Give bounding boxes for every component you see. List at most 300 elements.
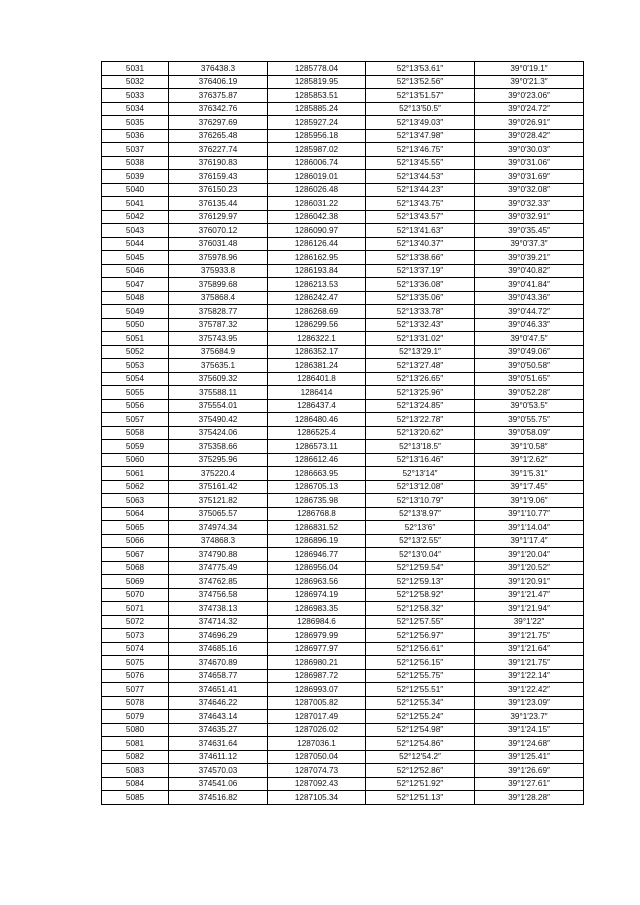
point-number-cell: 5031: [102, 62, 169, 76]
longitude-cell: 39°1′22.14″: [475, 669, 584, 683]
point-number-cell: 5069: [102, 575, 169, 589]
longitude-cell: 39°0′32.08″: [475, 183, 584, 197]
point-number-cell: 5037: [102, 143, 169, 157]
table-row: [102, 264, 584, 278]
latitude-cell: 52°12′55.34″: [366, 696, 475, 710]
y-coordinate-cell: 1285956.18: [268, 129, 366, 143]
latitude-cell: 52°12′58.92″: [366, 588, 475, 602]
table-row: [102, 575, 584, 589]
longitude-cell: 39°1′27.61″: [475, 777, 584, 791]
table-row: [102, 291, 584, 305]
y-coordinate-cell: 1286299.56: [268, 318, 366, 332]
x-coordinate-cell: 376129.97: [169, 210, 268, 224]
longitude-cell: 39°0′53.5″: [475, 399, 584, 413]
y-coordinate-cell: 1286525.4: [268, 426, 366, 440]
latitude-cell: 52°13′36.08″: [366, 278, 475, 292]
y-coordinate-cell: 1286977.97: [268, 642, 366, 656]
point-number-cell: 5036: [102, 129, 169, 143]
point-number-cell: 5042: [102, 210, 169, 224]
table-row: [102, 723, 584, 737]
y-coordinate-cell: 1286414: [268, 386, 366, 400]
latitude-cell: 52°13′31.02″: [366, 332, 475, 346]
latitude-cell: 52°13′43.57″: [366, 210, 475, 224]
table-row: [102, 602, 584, 616]
point-number-cell: 5035: [102, 116, 169, 130]
x-coordinate-cell: 374651.41: [169, 683, 268, 697]
y-coordinate-cell: 1287026.02: [268, 723, 366, 737]
table-row: [102, 102, 584, 116]
longitude-cell: 39°1′21.64″: [475, 642, 584, 656]
x-coordinate-cell: 376406.19: [169, 75, 268, 89]
x-coordinate-cell: 376297.69: [169, 116, 268, 130]
longitude-cell: 39°1′9.06″: [475, 494, 584, 508]
longitude-cell: 39°1′24.68″: [475, 737, 584, 751]
longitude-cell: 39°1′7.45″: [475, 480, 584, 494]
table-row: [102, 156, 584, 170]
table-row: [102, 615, 584, 629]
point-number-cell: 5043: [102, 224, 169, 238]
longitude-cell: 39°0′43.36″: [475, 291, 584, 305]
x-coordinate-cell: 374790.88: [169, 548, 268, 562]
table-row: [102, 480, 584, 494]
x-coordinate-cell: 375424.06: [169, 426, 268, 440]
x-coordinate-cell: 375490.42: [169, 413, 268, 427]
x-coordinate-cell: 374868.3: [169, 534, 268, 548]
point-number-cell: 5032: [102, 75, 169, 89]
point-number-cell: 5082: [102, 750, 169, 764]
table-row: [102, 440, 584, 454]
y-coordinate-cell: 1286352.17: [268, 345, 366, 359]
y-coordinate-cell: 1287036.1: [268, 737, 366, 751]
point-number-cell: 5078: [102, 696, 169, 710]
x-coordinate-cell: 375787.32: [169, 318, 268, 332]
point-number-cell: 5061: [102, 467, 169, 481]
longitude-cell: 39°0′55.75″: [475, 413, 584, 427]
y-coordinate-cell: 1286162.95: [268, 251, 366, 265]
x-coordinate-cell: 376150.23: [169, 183, 268, 197]
y-coordinate-cell: 1286980.21: [268, 656, 366, 670]
x-coordinate-cell: 374631.64: [169, 737, 268, 751]
y-coordinate-cell: 1285885.24: [268, 102, 366, 116]
longitude-cell: 39°0′58.09″: [475, 426, 584, 440]
longitude-cell: 39°0′21.3″: [475, 75, 584, 89]
x-coordinate-cell: 374541.06: [169, 777, 268, 791]
y-coordinate-cell: 1286213.53: [268, 278, 366, 292]
longitude-cell: 39°1′28.28″: [475, 791, 584, 805]
latitude-cell: 52°12′57.55″: [366, 615, 475, 629]
latitude-cell: 52°12′54.98″: [366, 723, 475, 737]
longitude-cell: 39°1′14.04″: [475, 521, 584, 535]
x-coordinate-cell: 375899.68: [169, 278, 268, 292]
x-coordinate-cell: 375588.11: [169, 386, 268, 400]
point-number-cell: 5044: [102, 237, 169, 251]
point-number-cell: 5079: [102, 710, 169, 724]
latitude-cell: 52°13′47.98″: [366, 129, 475, 143]
x-coordinate-cell: 376438.3: [169, 62, 268, 76]
latitude-cell: 52°13′43.75″: [366, 197, 475, 211]
y-coordinate-cell: 1286480.46: [268, 413, 366, 427]
point-number-cell: 5060: [102, 453, 169, 467]
table-row: [102, 197, 584, 211]
table-row: [102, 413, 584, 427]
table-row: [102, 710, 584, 724]
y-coordinate-cell: 1285927.24: [268, 116, 366, 130]
longitude-cell: 39°0′24.72″: [475, 102, 584, 116]
y-coordinate-cell: 1286242.47: [268, 291, 366, 305]
x-coordinate-cell: 375295.96: [169, 453, 268, 467]
table-row: [102, 453, 584, 467]
table-row: [102, 764, 584, 778]
y-coordinate-cell: 1286735.98: [268, 494, 366, 508]
table-row: [102, 89, 584, 103]
point-number-cell: 5085: [102, 791, 169, 805]
table-row: [102, 467, 584, 481]
y-coordinate-cell: 1286979.99: [268, 629, 366, 643]
y-coordinate-cell: 1286956.04: [268, 561, 366, 575]
latitude-cell: 52°13′35.06″: [366, 291, 475, 305]
longitude-cell: 39°1′17.4″: [475, 534, 584, 548]
point-number-cell: 5059: [102, 440, 169, 454]
y-coordinate-cell: 1286322.1: [268, 332, 366, 346]
y-coordinate-cell: 1286612.46: [268, 453, 366, 467]
x-coordinate-cell: 375121.82: [169, 494, 268, 508]
table-row: [102, 426, 584, 440]
longitude-cell: 39°1′10.77″: [475, 507, 584, 521]
latitude-cell: 52°13′27.48″: [366, 359, 475, 373]
coordinate-table-body: [102, 62, 584, 805]
latitude-cell: 52°13′16.46″: [366, 453, 475, 467]
x-coordinate-cell: 374738.13: [169, 602, 268, 616]
longitude-cell: 39°1′23.09″: [475, 696, 584, 710]
table-row: [102, 750, 584, 764]
point-number-cell: 5084: [102, 777, 169, 791]
x-coordinate-cell: 375933.8: [169, 264, 268, 278]
table-row: [102, 507, 584, 521]
y-coordinate-cell: 1286831.52: [268, 521, 366, 535]
longitude-cell: 39°1′0.58″: [475, 440, 584, 454]
point-number-cell: 5081: [102, 737, 169, 751]
x-coordinate-cell: 376227.74: [169, 143, 268, 157]
longitude-cell: 39°0′51.65″: [475, 372, 584, 386]
table-row: [102, 224, 584, 238]
longitude-cell: 39°0′30.03″: [475, 143, 584, 157]
latitude-cell: 52°12′51.92″: [366, 777, 475, 791]
x-coordinate-cell: 374570.03: [169, 764, 268, 778]
longitude-cell: 39°1′23.7″: [475, 710, 584, 724]
y-coordinate-cell: 1286663.95: [268, 467, 366, 481]
point-number-cell: 5048: [102, 291, 169, 305]
point-number-cell: 5063: [102, 494, 169, 508]
longitude-cell: 39°0′37.3″: [475, 237, 584, 251]
y-coordinate-cell: 1286993.07: [268, 683, 366, 697]
table-row: [102, 62, 584, 76]
y-coordinate-cell: 1287005.82: [268, 696, 366, 710]
longitude-cell: 39°0′31.06″: [475, 156, 584, 170]
x-coordinate-cell: 375868.4: [169, 291, 268, 305]
latitude-cell: 52°13′24.85″: [366, 399, 475, 413]
x-coordinate-cell: 376342.76: [169, 102, 268, 116]
x-coordinate-cell: 374635.27: [169, 723, 268, 737]
point-number-cell: 5039: [102, 170, 169, 184]
longitude-cell: 39°0′26.91″: [475, 116, 584, 130]
x-coordinate-cell: 374611.12: [169, 750, 268, 764]
point-number-cell: 5065: [102, 521, 169, 535]
y-coordinate-cell: 1285819.95: [268, 75, 366, 89]
latitude-cell: 52°12′55.75″: [366, 669, 475, 683]
longitude-cell: 39°0′35.45″: [475, 224, 584, 238]
latitude-cell: 52°13′53.61″: [366, 62, 475, 76]
longitude-cell: 39°1′20.52″: [475, 561, 584, 575]
longitude-cell: 39°0′49.06″: [475, 345, 584, 359]
point-number-cell: 5034: [102, 102, 169, 116]
x-coordinate-cell: 374756.58: [169, 588, 268, 602]
longitude-cell: 39°1′25.41″: [475, 750, 584, 764]
point-number-cell: 5075: [102, 656, 169, 670]
point-number-cell: 5070: [102, 588, 169, 602]
latitude-cell: 52°13′8.97″: [366, 507, 475, 521]
latitude-cell: 52°12′56.61″: [366, 642, 475, 656]
point-number-cell: 5071: [102, 602, 169, 616]
longitude-cell: 39°0′19.1″: [475, 62, 584, 76]
point-number-cell: 5047: [102, 278, 169, 292]
x-coordinate-cell: 375635.1: [169, 359, 268, 373]
point-number-cell: 5062: [102, 480, 169, 494]
x-coordinate-cell: 375220.4: [169, 467, 268, 481]
table-row: [102, 251, 584, 265]
latitude-cell: 52°13′52.56″: [366, 75, 475, 89]
table-row: [102, 588, 584, 602]
longitude-cell: 39°1′21.75″: [475, 656, 584, 670]
x-coordinate-cell: 376265.48: [169, 129, 268, 143]
x-coordinate-cell: 374643.14: [169, 710, 268, 724]
x-coordinate-cell: 374516.82: [169, 791, 268, 805]
longitude-cell: 39°0′32.91″: [475, 210, 584, 224]
x-coordinate-cell: 375828.77: [169, 305, 268, 319]
latitude-cell: 52°12′54.86″: [366, 737, 475, 751]
table-row: [102, 116, 584, 130]
y-coordinate-cell: 1286401.8: [268, 372, 366, 386]
latitude-cell: 52°12′56.97″: [366, 629, 475, 643]
latitude-cell: 52°12′59.13″: [366, 575, 475, 589]
latitude-cell: 52°13′2.55″: [366, 534, 475, 548]
x-coordinate-cell: 376070.12: [169, 224, 268, 238]
latitude-cell: 52°13′41.63″: [366, 224, 475, 238]
y-coordinate-cell: 1286193.84: [268, 264, 366, 278]
table-row: [102, 75, 584, 89]
longitude-cell: 39°1′21.94″: [475, 602, 584, 616]
latitude-cell: 52°13′0.04″: [366, 548, 475, 562]
table-row: [102, 642, 584, 656]
table-row: [102, 656, 584, 670]
x-coordinate-cell: 375554.01: [169, 399, 268, 413]
table-row: [102, 548, 584, 562]
table-row: [102, 791, 584, 805]
table-row: [102, 521, 584, 535]
table-row: [102, 143, 584, 157]
latitude-cell: 52°13′51.57″: [366, 89, 475, 103]
longitude-cell: 39°1′22.42″: [475, 683, 584, 697]
x-coordinate-cell: 374646.22: [169, 696, 268, 710]
longitude-cell: 39°1′26.69″: [475, 764, 584, 778]
longitude-cell: 39°0′40.82″: [475, 264, 584, 278]
longitude-cell: 39°1′2.62″: [475, 453, 584, 467]
y-coordinate-cell: 1286984.6: [268, 615, 366, 629]
latitude-cell: 52°13′44.23″: [366, 183, 475, 197]
longitude-cell: 39°0′46.33″: [475, 318, 584, 332]
point-number-cell: 5058: [102, 426, 169, 440]
latitude-cell: 52°13′12.08″: [366, 480, 475, 494]
y-coordinate-cell: 1286031.22: [268, 197, 366, 211]
y-coordinate-cell: 1285987.02: [268, 143, 366, 157]
table-row: [102, 318, 584, 332]
latitude-cell: 52°13′40.37″: [366, 237, 475, 251]
latitude-cell: 52°13′46.75″: [366, 143, 475, 157]
point-number-cell: 5049: [102, 305, 169, 319]
longitude-cell: 39°0′39.21″: [475, 251, 584, 265]
longitude-cell: 39°1′24.15″: [475, 723, 584, 737]
latitude-cell: 52°13′32.43″: [366, 318, 475, 332]
longitude-cell: 39°1′5.31″: [475, 467, 584, 481]
table-row: [102, 561, 584, 575]
latitude-cell: 52°13′22.78″: [366, 413, 475, 427]
x-coordinate-cell: 376031.48: [169, 237, 268, 251]
table-row: [102, 345, 584, 359]
y-coordinate-cell: 1286268.69: [268, 305, 366, 319]
point-number-cell: 5074: [102, 642, 169, 656]
point-number-cell: 5054: [102, 372, 169, 386]
latitude-cell: 52°13′50.5″: [366, 102, 475, 116]
y-coordinate-cell: 1286126.44: [268, 237, 366, 251]
y-coordinate-cell: 1286987.72: [268, 669, 366, 683]
latitude-cell: 52°12′55.24″: [366, 710, 475, 724]
latitude-cell: 52°13′18.5″: [366, 440, 475, 454]
y-coordinate-cell: 1286974.19: [268, 588, 366, 602]
longitude-cell: 39°0′28.42″: [475, 129, 584, 143]
latitude-cell: 52°13′20.62″: [366, 426, 475, 440]
point-number-cell: 5050: [102, 318, 169, 332]
latitude-cell: 52°13′6″: [366, 521, 475, 535]
x-coordinate-cell: 374974.34: [169, 521, 268, 535]
longitude-cell: 39°0′52.28″: [475, 386, 584, 400]
point-number-cell: 5076: [102, 669, 169, 683]
latitude-cell: 52°13′38.66″: [366, 251, 475, 265]
x-coordinate-cell: 374670.89: [169, 656, 268, 670]
longitude-cell: 39°0′23.06″: [475, 89, 584, 103]
table-row: [102, 237, 584, 251]
point-number-cell: 5053: [102, 359, 169, 373]
table-row: [102, 386, 584, 400]
longitude-cell: 39°1′22″: [475, 615, 584, 629]
table-row: [102, 129, 584, 143]
x-coordinate-cell: 375358.66: [169, 440, 268, 454]
table-row: [102, 183, 584, 197]
y-coordinate-cell: 1286090.97: [268, 224, 366, 238]
table-row: [102, 305, 584, 319]
point-number-cell: 5033: [102, 89, 169, 103]
table-row: [102, 737, 584, 751]
longitude-cell: 39°0′32.33″: [475, 197, 584, 211]
x-coordinate-cell: 375684.9: [169, 345, 268, 359]
point-number-cell: 5046: [102, 264, 169, 278]
y-coordinate-cell: 1286983.35: [268, 602, 366, 616]
table-row: [102, 669, 584, 683]
point-number-cell: 5083: [102, 764, 169, 778]
longitude-cell: 39°0′31.69″: [475, 170, 584, 184]
y-coordinate-cell: 1286437.4: [268, 399, 366, 413]
point-number-cell: 5068: [102, 561, 169, 575]
point-number-cell: 5038: [102, 156, 169, 170]
point-number-cell: 5056: [102, 399, 169, 413]
table-row: [102, 629, 584, 643]
latitude-cell: 52°13′29.1″: [366, 345, 475, 359]
point-number-cell: 5055: [102, 386, 169, 400]
table-row: [102, 332, 584, 346]
latitude-cell: 52°13′25.96″: [366, 386, 475, 400]
y-coordinate-cell: 1286946.77: [268, 548, 366, 562]
y-coordinate-cell: 1286042.38: [268, 210, 366, 224]
y-coordinate-cell: 1286768.8: [268, 507, 366, 521]
x-coordinate-cell: 375161.42: [169, 480, 268, 494]
y-coordinate-cell: 1286963.56: [268, 575, 366, 589]
latitude-cell: 52°12′59.54″: [366, 561, 475, 575]
longitude-cell: 39°1′20.91″: [475, 575, 584, 589]
x-coordinate-cell: 374762.85: [169, 575, 268, 589]
latitude-cell: 52°13′10.79″: [366, 494, 475, 508]
y-coordinate-cell: 1286896.19: [268, 534, 366, 548]
latitude-cell: 52°12′54.2″: [366, 750, 475, 764]
point-number-cell: 5072: [102, 615, 169, 629]
point-number-cell: 5040: [102, 183, 169, 197]
x-coordinate-cell: 374685.16: [169, 642, 268, 656]
point-number-cell: 5041: [102, 197, 169, 211]
point-number-cell: 5064: [102, 507, 169, 521]
table-row: [102, 278, 584, 292]
x-coordinate-cell: 376135.44: [169, 197, 268, 211]
latitude-cell: 52°13′26.65″: [366, 372, 475, 386]
table-row: [102, 399, 584, 413]
point-number-cell: 5066: [102, 534, 169, 548]
latitude-cell: 52°12′51.13″: [366, 791, 475, 805]
longitude-cell: 39°0′44.72″: [475, 305, 584, 319]
x-coordinate-cell: 375978.96: [169, 251, 268, 265]
table-row: [102, 210, 584, 224]
y-coordinate-cell: 1286705.13: [268, 480, 366, 494]
y-coordinate-cell: 1287050.04: [268, 750, 366, 764]
y-coordinate-cell: 1286573.11: [268, 440, 366, 454]
point-number-cell: 5073: [102, 629, 169, 643]
point-number-cell: 5067: [102, 548, 169, 562]
table-row: [102, 696, 584, 710]
x-coordinate-cell: 374714.32: [169, 615, 268, 629]
latitude-cell: 52°12′52.86″: [366, 764, 475, 778]
x-coordinate-cell: 374696.29: [169, 629, 268, 643]
longitude-cell: 39°1′21.75″: [475, 629, 584, 643]
point-number-cell: 5057: [102, 413, 169, 427]
table-row: [102, 683, 584, 697]
latitude-cell: 52°13′14″: [366, 467, 475, 481]
table-row: [102, 359, 584, 373]
latitude-cell: 52°12′56.15″: [366, 656, 475, 670]
x-coordinate-cell: 375743.95: [169, 332, 268, 346]
x-coordinate-cell: 376375.87: [169, 89, 268, 103]
x-coordinate-cell: 376159.43: [169, 170, 268, 184]
x-coordinate-cell: 375065.57: [169, 507, 268, 521]
y-coordinate-cell: 1287092.43: [268, 777, 366, 791]
x-coordinate-cell: 375609.32: [169, 372, 268, 386]
table-row: [102, 534, 584, 548]
y-coordinate-cell: 1287105.34: [268, 791, 366, 805]
longitude-cell: 39°1′20.04″: [475, 548, 584, 562]
